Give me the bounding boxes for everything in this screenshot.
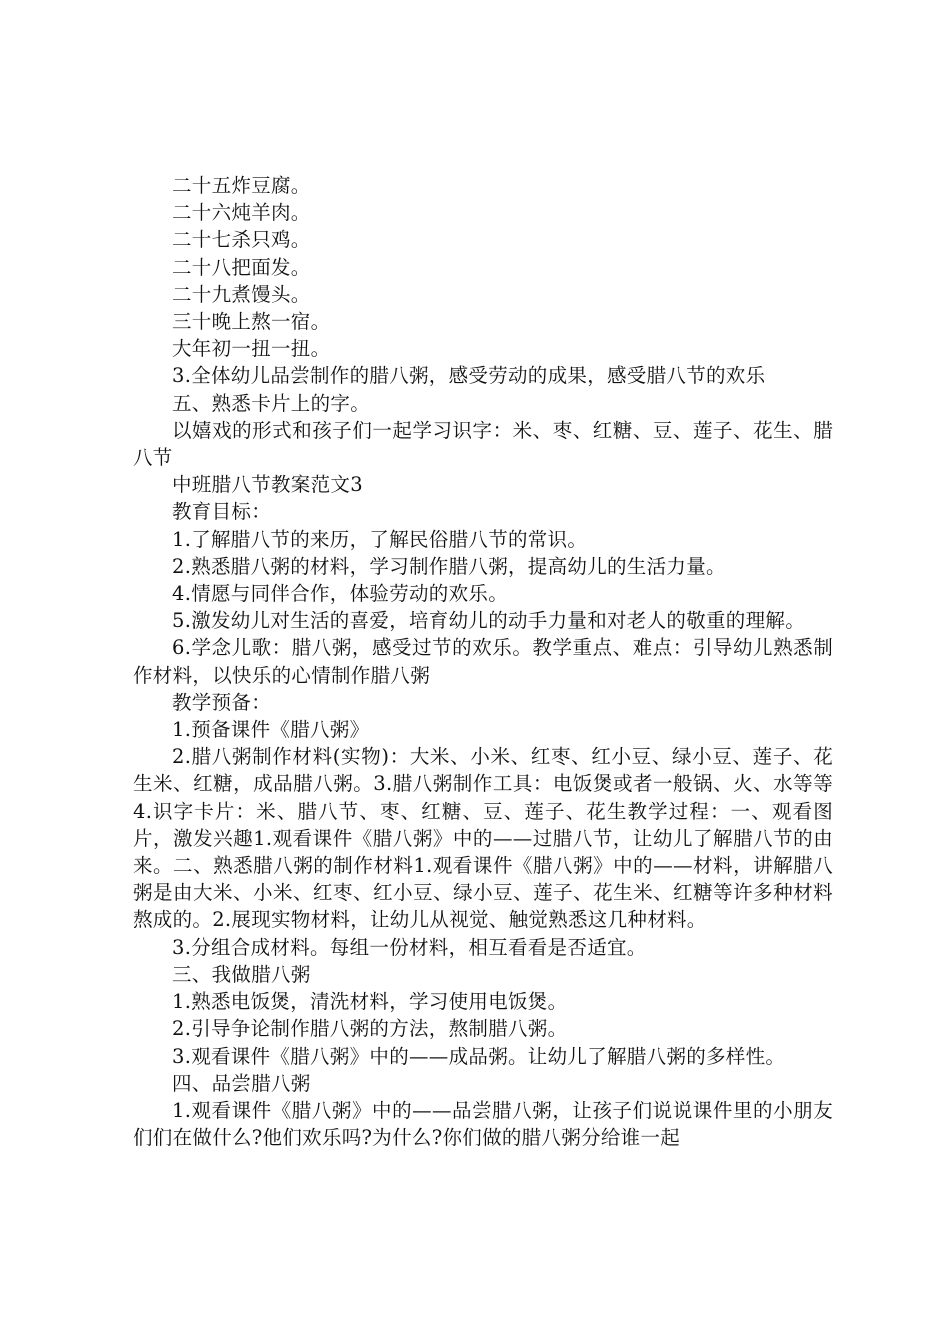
paragraph: 2.引导争论制作腊八粥的方法，熬制腊八粥。 — [172, 1017, 568, 1041]
paragraph: 二十五炸豆腐。 — [172, 174, 311, 197]
paragraph: 6.学念儿歌：腊八粥，感受过节的欢乐。教学重点、难点：引导幼儿熟悉制作材料，以快乐的心情制作腊八粥 — [133, 636, 833, 687]
paragraph: 教学预备： — [172, 690, 272, 714]
paragraph: 2.熟悉腊八粥的材料，学习制作腊八粥，提高幼儿的生活力量。 — [172, 554, 726, 578]
paragraph: 3.观看课件《腊八粥》中的——成品粥。让幼儿了解腊八粥的多样性。 — [172, 1044, 786, 1068]
paragraph: 五、熟悉卡片上的字。 — [172, 391, 371, 415]
paragraph: 1.预备课件《腊八粥》 — [172, 718, 370, 742]
paragraph: 3.分组合成材料。每组一份材料，相互看看是否适宜。 — [172, 935, 647, 959]
document-body — [133, 172, 833, 1151]
paragraph: 三十晚上熬一宿。 — [172, 310, 331, 334]
paragraph: 1.了解腊八节的来历，了解民俗腊八节的常识。 — [172, 527, 588, 551]
paragraph: 二十七杀只鸡。 — [172, 228, 311, 252]
paragraph: 三、我做腊八粥 — [172, 962, 311, 986]
paragraph: 5.激发幼儿对生活的喜爱，培育幼儿的动手力量和对老人的敬重的理解。 — [172, 609, 806, 633]
paragraph: 四、品尝腊八粥 — [172, 1071, 311, 1095]
paragraph: 3.全体幼儿品尝制作的腊八粥，感受劳动的成果，感受腊八节的欢乐 — [172, 364, 766, 388]
paragraph: 以嬉戏的形式和孩子们一起学习识字：米、枣、红糖、豆、莲子、花生、腊八节 — [133, 418, 833, 470]
paragraph: 二十九煮馒头。 — [172, 282, 311, 306]
paragraph: 4.情愿与同伴合作，体验劳动的欢乐。 — [172, 582, 509, 606]
paragraph: 二十八把面发。 — [172, 255, 311, 279]
paragraph: 2.腊八粥制作材料(实物)：大米、小米、红枣、红小豆、绿小豆、莲子、花生米、红糖，成品腊八粥。3.腊八粥制作工具：电饭煲或者一般锅、火、水等等4.识字卡片：米、腊八节、枣、红糖、豆、莲子、花生教学过程：一、观看图片，激发兴趣1.观看课件《腊八粥》中的——过腊八节，让幼儿了解腊八节的由来。二、熟悉腊八粥的制作材料1.观看课件《腊八粥》中的——材料，讲解腊八粥是由大米、小米、红枣、红小豆、绿小豆、莲子、花生米、红糖等许多种材料熬成的。2.展现实物材料，让幼儿从视觉、触觉熟悉这几种材料。 — [133, 745, 833, 932]
section-title: 中班腊八节教案范文3 — [172, 473, 363, 497]
paragraph: 二十六炖羊肉。 — [172, 201, 311, 225]
paragraph: 大年初一扭一扭。 — [172, 337, 331, 361]
paragraph: 教育目标： — [172, 500, 272, 524]
paragraph: 1.观看课件《腊八粥》中的——品尝腊八粥，让孩子们说说课件里的小朋友们们在做什么?他们欢乐吗?为什么?你们做的腊八粥分给谁一起 — [133, 1098, 833, 1150]
paragraph: 1.熟悉电饭煲，清洗材料，学习使用电饭煲。 — [172, 990, 568, 1014]
